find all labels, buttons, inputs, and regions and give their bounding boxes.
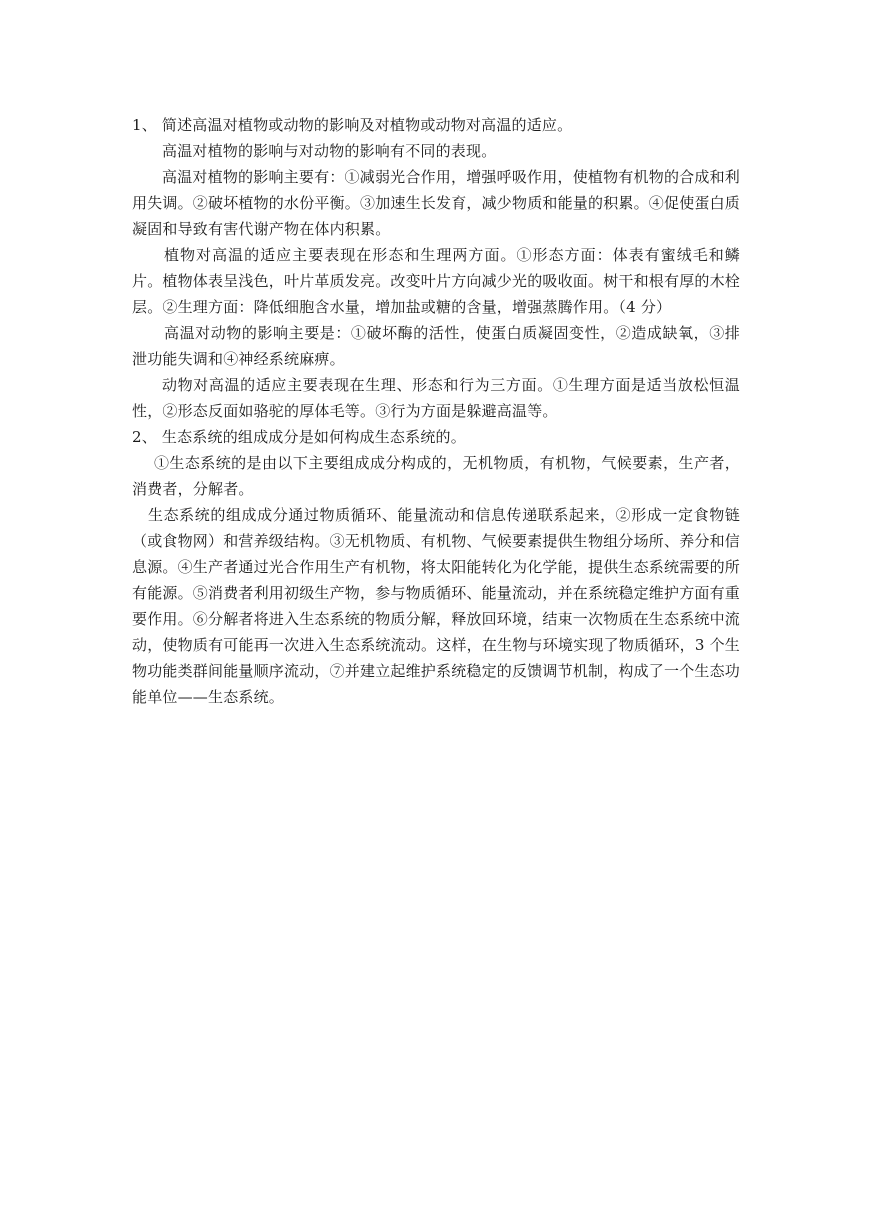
animal-heat-effects-paragraph: 高温对动物的影响主要是：①破坏酶的活性，使蛋白质凝固变性，②造成缺氧，③排泄功能失调和④神经系统麻痹。 (132, 324, 740, 368)
question-1-intro-paragraph: 高温对植物的影响与对动物的影响有不同的表现。 (162, 142, 497, 160)
ecosystem-components-paragraph: ①生态系统的是由以下主要组成成分构成的，无机物质，有机物，气候要素，生产者，消费者，分解者。 (132, 454, 740, 498)
animal-heat-adaptation-paragraph: 动物对高温的适应主要表现在生理、形态和行为三方面。①生理方面是适当放松恒温性，②形态反面如骆驼的厚体毛等。③行为方面是躲避高温等。 (132, 376, 740, 420)
question-2-heading: 2、 生态系统的组成成分是如何构成生态系统的。 (132, 428, 466, 446)
document-body (132, 112, 740, 710)
ecosystem-structure-paragraph: 生态系统的组成成分通过物质循环、能量流动和信息传递联系起来，②形成一定食物链（或食物网）和营养级结构。③无机物质、有机物、气候要素提供生物组分场所、养分和信息源。④生产者通过光合作用生产有机物，将太阳能转化为化学能，提供生态系统需要的所有能源。⑤消费者利用初级生产物，参与物质循环、能量流动，并在系统稳定维护方面有重要作用。⑥分解者将进入生态系统的物质分解，释放回环境，结束一次物质在生态系统中流动，使物质有可能再一次进入生态系统流动。这样，在生物与环境实现了物质循环，3 个生物功能类群间能量顺序流动，⑦并建立起维护系统稳定的反馈调节机制，构成了一个生态功能单位——生态系统。 (132, 506, 741, 706)
plant-heat-adaptation-paragraph: 植物对高温的适应主要表现在形态和生理两方面。①形态方面：体表有蜜绒毛和鳞片。植物体表呈浅色，叶片革质发亮。改变叶片方向减少光的吸收面。树干和根有厚的木栓层。②生理方面：降低细胞含水量，增加盐或糖的含量，增强蒸腾作用。（4 分） (132, 246, 741, 316)
question-1-heading: 1、 简述高温对植物或动物的影响及对植物或动物对高温的适应。 (132, 116, 573, 134)
plant-heat-effects-paragraph: 高温对植物的影响主要有：①减弱光合作用，增强呼吸作用，使植物有机物的合成和利用失调。②破坏植物的水份平衡。③加速生长发育，减少物质和能量的积累。④促使蛋白质凝固和导致有害代谢产物在体内积累。 (132, 168, 741, 238)
